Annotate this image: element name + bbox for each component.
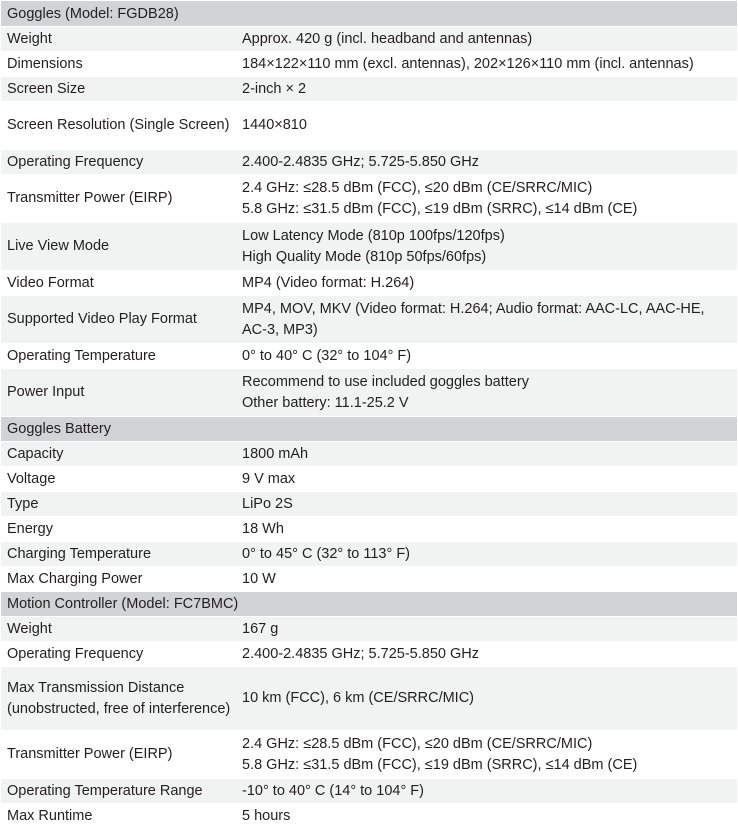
spec-value [236, 517, 737, 541]
spec-row-dimensions [1, 52, 737, 77]
spec-label: Operating Temperature Range [7, 782, 203, 799]
spec-label: Video Format [7, 274, 94, 291]
spec-row-weight [1, 27, 737, 52]
spec-value-line: MP4, MOV, MKV (Video format: H.264; Audio format: AAC-LC, AAC-HE, AC-3, MP3) [242, 300, 705, 338]
spec-value [236, 617, 737, 641]
spec-row-energy [1, 517, 737, 542]
spec-row-live-view-mode [1, 223, 737, 271]
spec-value [236, 492, 737, 516]
spec-value-line: 167 g [242, 620, 279, 637]
spec-value-line: 184×122×110 mm (excl. antennas), 202×126×110 mm (incl. antennas) [242, 55, 694, 72]
spec-value-line: 5.8 GHz: ≤31.5 dBm (FCC), ≤19 dBm (SRRC), ≤14 dBm (CE) [242, 756, 638, 773]
spec-row-supported-video-play-format [1, 296, 737, 344]
spec-value [236, 567, 737, 591]
spec-label: Operating Frequency [7, 153, 144, 170]
section-header-goggles-model-fgdb28: Goggles (Model: FGDB28) [1, 1, 737, 27]
spec-label: Live View Mode [7, 238, 110, 254]
spec-row-max-charging-power [1, 567, 737, 592]
spec-row-max-transmission-distance-unobstructed-free-of-interference [1, 667, 737, 731]
spec-label: Charging Temperature [7, 545, 152, 562]
spec-label: Transmitter Power (EIRP) [7, 190, 173, 206]
spec-value [236, 175, 737, 222]
spec-value-line: 2-inch × 2 [242, 80, 307, 97]
spec-row-charging-temperature [1, 542, 737, 567]
spec-value [236, 27, 737, 51]
spec-value-line: Approx. 420 g (incl. headband and antennas) [242, 30, 533, 47]
spec-row-video-format [1, 271, 737, 296]
spec-row-power-input [1, 369, 737, 417]
spec-value [236, 77, 737, 101]
spec-value [236, 344, 737, 368]
spec-value [236, 296, 737, 343]
spec-value [236, 542, 737, 566]
spec-label: Weight [7, 620, 52, 637]
spec-value [236, 731, 737, 778]
spec-row-capacity [1, 442, 737, 467]
spec-row-max-runtime [1, 804, 737, 829]
spec-value [236, 52, 737, 76]
spec-label: Capacity [7, 445, 64, 462]
spec-value-line: 18 Wh [242, 520, 284, 537]
spec-value-line: Other battery: 11.1-25.2 V [242, 394, 409, 411]
spec-label: Max Transmission Distance (unobstructed, free of interference) [7, 679, 231, 717]
spec-value-line: 0° to 45° C (32° to 113° F) [242, 545, 411, 562]
spec-value [236, 271, 737, 295]
spec-row-screen-resolution-single-screen [1, 102, 737, 150]
spec-value-line: Recommend to use included goggles battery [242, 373, 529, 390]
spec-value-line: 0° to 40° C (32° to 104° F) [242, 347, 412, 364]
spec-value-line: -10° to 40° C (14° to 104° F) [242, 782, 424, 799]
spec-label: Screen Size [7, 80, 86, 97]
spec-row-transmitter-power-eirp [1, 175, 737, 223]
spec-value-line: 10 W [242, 570, 276, 587]
spec-label: Dimensions [7, 55, 83, 72]
spec-value-line: 1440×810 [242, 117, 307, 133]
spec-label: Operating Frequency [7, 645, 144, 662]
spec-value [236, 369, 737, 416]
spec-row-voltage [1, 467, 737, 492]
spec-label: Power Input [7, 384, 85, 400]
spec-table [1, 1, 737, 829]
spec-row-transmitter-power-eirp [1, 731, 737, 779]
spec-value-line: 2.4 GHz: ≤28.5 dBm (FCC), ≤20 dBm (CE/SRRC/MIC) [242, 179, 593, 196]
spec-row-operating-temperature [1, 344, 737, 369]
spec-value-line: 5 hours [242, 807, 291, 824]
spec-value-line: MP4 (Video format: H.264) [242, 274, 415, 291]
spec-value [236, 102, 737, 149]
spec-value-line: 2.400-2.4835 GHz; 5.725-5.850 GHz [242, 153, 479, 170]
spec-value [236, 223, 737, 270]
spec-value [236, 467, 737, 491]
spec-row-screen-size [1, 77, 737, 102]
spec-row-operating-frequency [1, 642, 737, 667]
spec-value [236, 779, 737, 803]
spec-value [236, 804, 737, 828]
section-header-motion-controller-model-fc7bmc: Motion Controller (Model: FC7BMC) [1, 592, 737, 617]
spec-value-line: Low Latency Mode (810p 100fps/120fps) [242, 227, 505, 244]
spec-label: Supported Video Play Format [7, 311, 197, 327]
spec-value-line: 2.400-2.4835 GHz; 5.725-5.850 GHz [242, 645, 479, 662]
spec-row-operating-temperature-range [1, 779, 737, 804]
spec-value-line: 5.8 GHz: ≤31.5 dBm (FCC), ≤19 dBm (SRRC), ≤14 dBm (CE) [242, 200, 638, 217]
spec-value [236, 642, 737, 666]
spec-value [236, 150, 737, 174]
spec-value-line: 2.4 GHz: ≤28.5 dBm (FCC), ≤20 dBm (CE/SRRC/MIC) [242, 735, 593, 752]
spec-label: Transmitter Power (EIRP) [7, 746, 173, 762]
spec-value [236, 667, 737, 730]
spec-label: Type [7, 495, 39, 512]
section-header-goggles-battery: Goggles Battery [1, 417, 737, 442]
spec-value [236, 442, 737, 466]
spec-row-type [1, 492, 737, 517]
spec-value-line: LiPo 2S [242, 495, 293, 512]
spec-label: Operating Temperature [7, 347, 156, 364]
spec-label: Energy [7, 520, 53, 537]
spec-value-line: 9 V max [242, 470, 296, 487]
spec-label: Weight [7, 30, 52, 47]
spec-label: Screen Resolution (Single Screen) [7, 117, 230, 133]
spec-label: Max Charging Power [7, 570, 143, 587]
spec-value-line: 10 km (FCC), 6 km (CE/SRRC/MIC) [242, 690, 474, 706]
spec-label: Voltage [7, 470, 56, 487]
spec-row-operating-frequency [1, 150, 737, 175]
spec-label: Max Runtime [7, 807, 93, 824]
spec-value-line: 1800 mAh [242, 445, 309, 462]
spec-row-weight [1, 617, 737, 642]
spec-value-line: High Quality Mode (810p 50fps/60fps) [242, 248, 487, 265]
